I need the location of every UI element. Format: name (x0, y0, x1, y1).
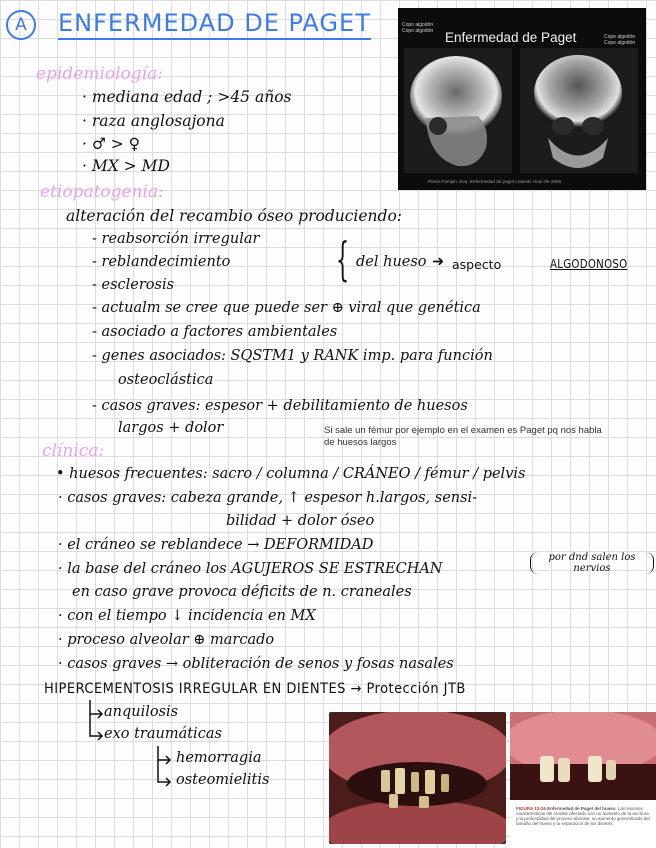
clin-item: bilidad + dolor óseo (226, 513, 375, 529)
hipercementosis-line: HIPERCEMENTOSIS IRREGULAR EN DIENTES → Protección JTB (44, 681, 466, 697)
clin-item: · casos graves → obliteración de senos y fosas nasales (58, 656, 454, 672)
brace-result-word: ALGODONOSO (550, 256, 628, 271)
clin-item: · el cráneo se reblandece → DEFORMIDAD (58, 537, 374, 553)
photo-caption-title: Enfermedad de Paget del hueso. (547, 806, 617, 811)
page-title: ENFERMEDAD DE PAGET (58, 9, 371, 40)
epi-item: · mediana edad ; >45 años (82, 88, 292, 106)
etio-item: - genes asociados: SQSTM1 y RANK imp. para función (92, 348, 493, 364)
consequence-item: exo traumáticas (104, 726, 222, 742)
photo-caption (516, 806, 650, 826)
etio-intro: alteración del recambio óseo produciendo: (66, 207, 403, 225)
teeth-photo-left (329, 712, 506, 844)
xray-label-left: Copo algodón Copo algodón (402, 22, 434, 34)
clin-item: · casos graves: cabeza grande, ↑ espesor h.largos, sensi- (58, 490, 478, 506)
xray-skull-image (398, 8, 646, 190)
xray-caption: Pérez Pampin, Eva. Enfermedad de paget craneal. Husi sfe 2006 (428, 179, 562, 184)
xray-label-right: Copo algodón Copo algodón (604, 34, 636, 46)
teeth-photo-right (510, 712, 656, 848)
brace-result: aspecto (452, 257, 502, 272)
clin-item: en caso grave provoca déficits de n. craneales (72, 584, 412, 600)
etio-brace-item: - reabsorción irregular (92, 231, 260, 247)
photo-caption-figure: FIGURA 13-26 (516, 806, 546, 811)
clin-item: · con el tiempo ↓ incidencia en MX (58, 608, 316, 624)
heading-clinica: clínica: (42, 441, 105, 461)
clin-item: · la base del cráneo los AGUJEROS SE ESTRECHAN (58, 561, 443, 577)
brace-suffix: del hueso (356, 254, 427, 270)
consequence-item: anquilosis (104, 704, 179, 720)
consequence-item: osteomielitis (176, 772, 270, 788)
etio-item: largos + dolor (118, 420, 224, 436)
etio-item: - actualm se cree que puede ser ⊕ viral que genética (92, 300, 481, 316)
etio-brace-item: - reblandecimiento (92, 254, 231, 270)
epi-item: · ♂ > ♀ (82, 135, 140, 153)
etio-item: - asociado a factores ambientales (92, 324, 338, 340)
heading-epidemiologia: epidemiología: (36, 64, 163, 84)
arrow-icon: ➜ (432, 254, 445, 270)
consequence-item: hemorragia (176, 750, 262, 766)
xray-title: Enfermedad de Paget (445, 30, 577, 45)
photo-caption-body: Las lesiones características del maxilar afectado son un aumento de la anchura y la profundidad del proceso alveolar, un aumento generalizado del tamaño del hueso y la separación de los dientes. (516, 806, 650, 826)
clin-item: · proceso alveolar ⊕ marcado (58, 632, 275, 648)
title-circle: A (6, 10, 36, 40)
epi-item: · raza anglosajona (82, 112, 225, 130)
typed-note: Si sale un fémur por ejemplo en el examen es Paget pq nos habla de huesos largos (324, 425, 602, 448)
paren-note: por dnd salen los nervios (530, 552, 654, 574)
clin-item: • huesos frecuentes: sacro / columna / CRÁNEO / fémur / pelvis (56, 466, 526, 482)
etio-brace-item: - esclerosis (92, 277, 175, 293)
etio-item: osteoclástica (118, 372, 214, 388)
curly-brace: { (336, 232, 350, 286)
etio-item: - casos graves: espesor + debilitamiento de huesos (92, 398, 468, 414)
heading-etiopatogenia: etiopatogenia: (40, 182, 164, 202)
epi-item: · MX > MD (82, 157, 170, 175)
